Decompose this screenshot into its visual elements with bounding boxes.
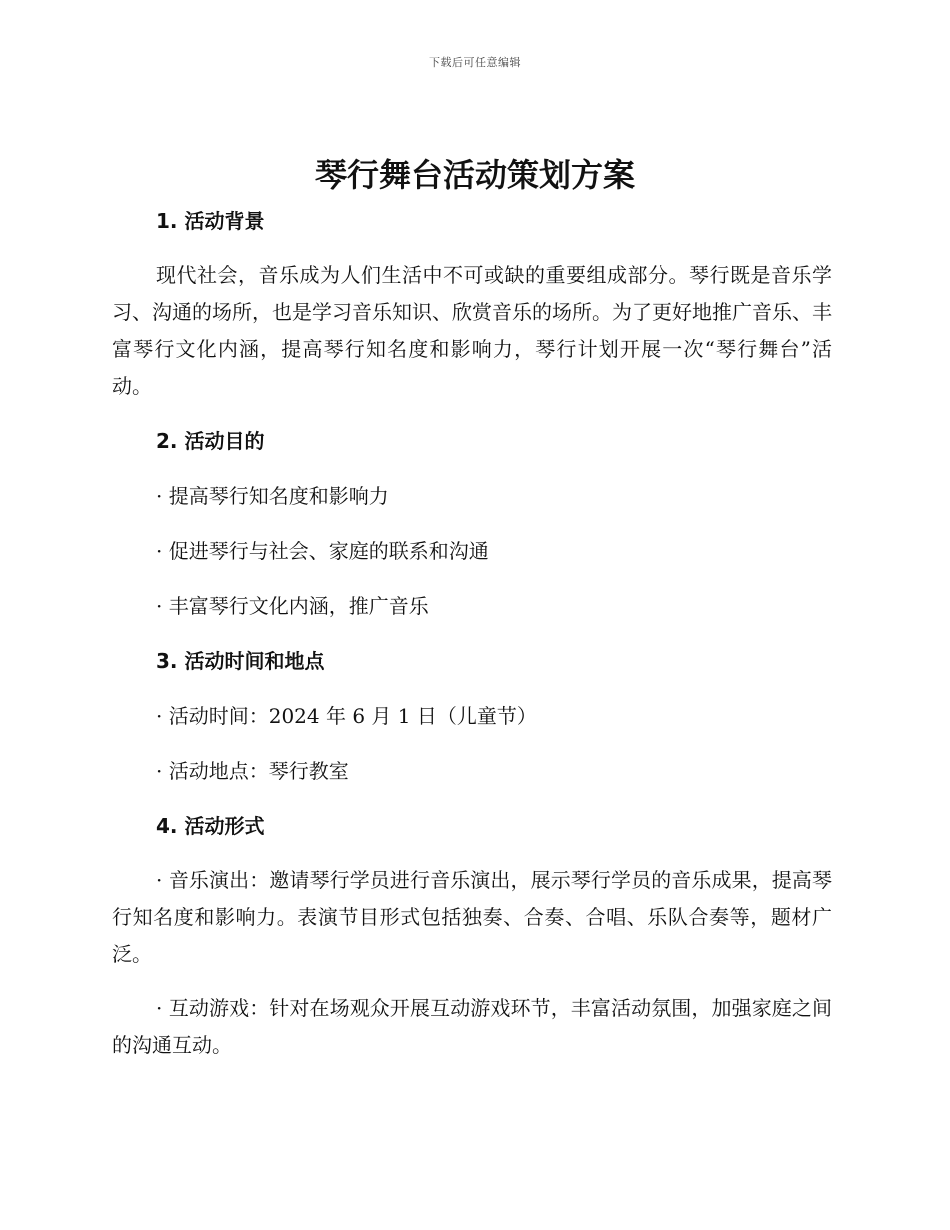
document-body <box>112 202 832 1064</box>
background-paragraph: 现代社会，音乐成为人们生活中不可或缺的重要组成部分。琴行既是音乐学习、沟通的场所，也是学习音乐知识、欣赏音乐的场所。为了更好地推广音乐、丰富琴行文化内涵，提高琴行知名度和影响力，琴行计划开展一次“琴行舞台”活动。 <box>112 263 832 398</box>
section-heading-purpose: 2. 活动目的 <box>156 429 265 453</box>
event-time: · 活动时间：2024 年 6 月 1 日（儿童节） <box>156 704 537 728</box>
event-location: · 活动地点：琴行教室 <box>156 759 349 783</box>
purpose-item: · 提高琴行知名度和影响力 <box>156 484 389 508</box>
section-heading-format: 4. 活动形式 <box>156 814 265 838</box>
purpose-item: · 丰富琴行文化内涵，推广音乐 <box>156 594 429 618</box>
section-heading-background: 1. 活动背景 <box>156 209 265 233</box>
document-title: 琴行舞台活动策划方案 <box>314 156 635 194</box>
header-note: 下载后可任意编辑 <box>429 56 521 69</box>
purpose-item: · 促进琴行与社会、家庭的联系和沟通 <box>156 539 489 563</box>
format-interactive-games: · 互动游戏：针对在场观众开展互动游戏环节，丰富活动氛围，加强家庭之间的沟通互动。 <box>112 996 832 1057</box>
format-music-performance: · 音乐演出：邀请琴行学员进行音乐演出，展示琴行学员的音乐成果，提高琴行知名度和影响力。表演节目形式包括独奏、合奏、合唱、乐队合奏等，题材广泛。 <box>112 868 832 966</box>
section-heading-time-place: 3. 活动时间和地点 <box>156 649 325 673</box>
